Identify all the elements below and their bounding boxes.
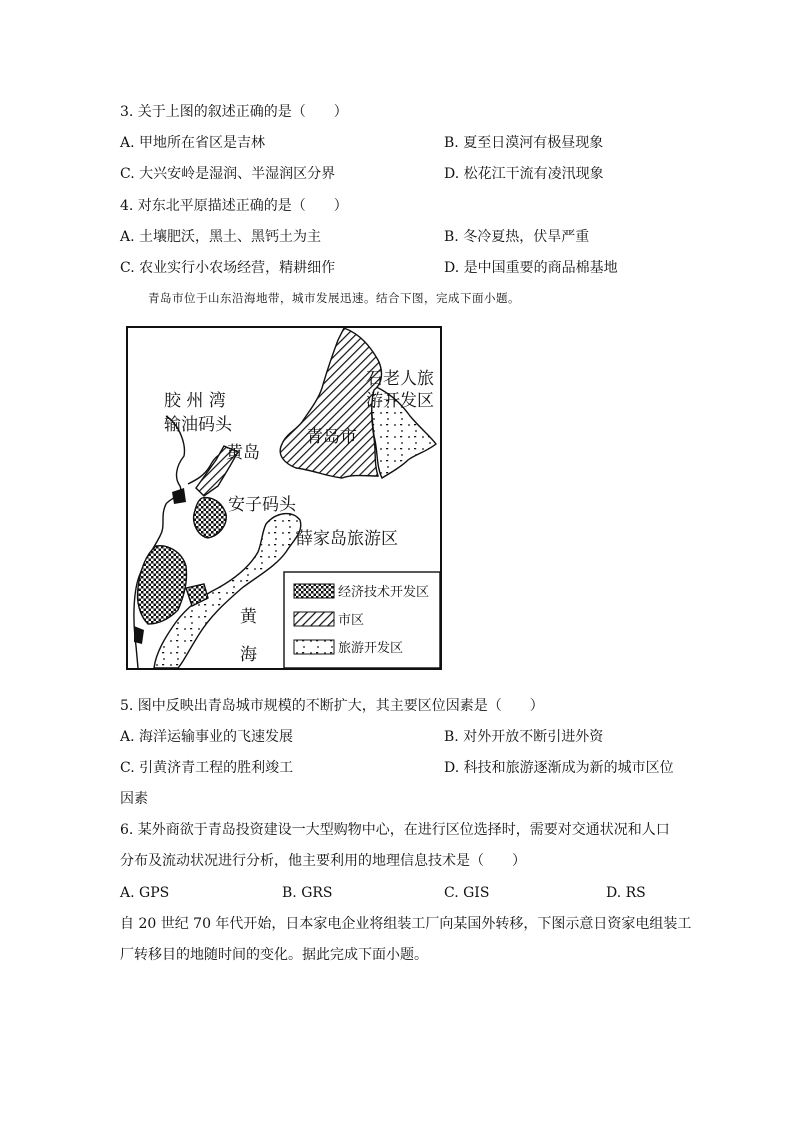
q5-stem: 5. 图中反映出青岛城市规模的不断扩大，其主要区位因素是（ ）: [120, 698, 544, 714]
intro-japan-line-1: 自 20 世纪 70 年代开始，日本家电企业将组装工厂向某国外转移，下图示意日资家电组装工: [120, 916, 692, 932]
q3-stem: 3. 关于上图的叙述正确的是（ ）: [120, 104, 348, 120]
label-huangdao: 黄岛: [226, 443, 260, 463]
q3-option-d: D. 松花江干流有凌汛现象: [444, 166, 604, 182]
qingdao-map: [126, 326, 442, 670]
q6-option-b: B. GRS: [282, 885, 333, 901]
label-hai: 海: [240, 645, 257, 665]
q5-option-a: A. 海洋运输事业的飞速发展: [120, 729, 294, 745]
q6-option-c: C. GIS: [444, 885, 490, 901]
q3-option-a: A. 甲地所在省区是吉林: [120, 135, 266, 151]
intro-qingdao: 青岛市位于山东沿海地带，城市发展迅速。结合下图，完成下面小题。: [148, 291, 520, 305]
q6-stem-line-2: 分布及流动状况进行分析，他主要利用的地理信息技术是（ ）: [120, 853, 526, 869]
q4-stem: 4. 对东北平原描述正确的是（ ）: [120, 198, 348, 214]
q5-option-c: C. 引黄济青工程的胜利竣工: [120, 760, 294, 776]
q5-option-b: B. 对外开放不断引进外资: [444, 729, 604, 745]
q3-option-b: B. 夏至日漠河有极昼现象: [444, 135, 604, 151]
q4-option-c: C. 农业实行小农场经营，精耕细作: [120, 260, 336, 276]
label-huang: 黄: [240, 607, 257, 627]
intro-japan-line-2: 厂转移目的地随时间的变化。据此完成下面小题。: [120, 947, 428, 963]
q4-option-a: A. 土壤肥沃，黑土、黑钙土为主: [120, 229, 322, 245]
legend-swatch-economic: [294, 584, 334, 598]
label-xuejia: 薛家岛旅游区: [296, 529, 398, 549]
q5-option-d-continued: 因素: [120, 791, 148, 807]
label-qingdao: 青岛市: [306, 427, 357, 447]
q6-option-a: A. GPS: [120, 885, 170, 901]
q4-option-d: D. 是中国重要的商品棉基地: [444, 260, 618, 276]
legend-swatch-urban: [294, 612, 334, 626]
label-jiaozhou-1: 胶 州 湾: [164, 391, 226, 411]
label-jiaozhou-2: 输油码头: [164, 415, 232, 435]
q4-option-b: B. 冬冷夏热，伏旱严重: [444, 229, 590, 245]
label-anzi: 安子码头: [228, 495, 296, 515]
legend-urban: 市区: [338, 613, 365, 628]
legend-tourism: 旅游开发区: [338, 641, 404, 656]
label-shilaoren-2: 游开发区: [366, 391, 434, 411]
legend-swatch-tourism: [294, 640, 334, 654]
map-legend: [284, 572, 440, 668]
legend-economic: 经济技术开发区: [338, 585, 430, 600]
q6-option-d: D. RS: [606, 885, 646, 901]
q3-option-c: C. 大兴安岭是湿润、半湿润区分界: [120, 166, 336, 182]
label-shilaoren-1: 石老人旅: [366, 369, 434, 389]
q6-stem-line-1: 6. 某外商欲于青岛投资建设一大型购物中心，在进行区位选择时，需要对交通状况和人口: [120, 822, 670, 838]
q5-option-d: D. 科技和旅游逐渐成为新的城市区位: [444, 760, 674, 776]
